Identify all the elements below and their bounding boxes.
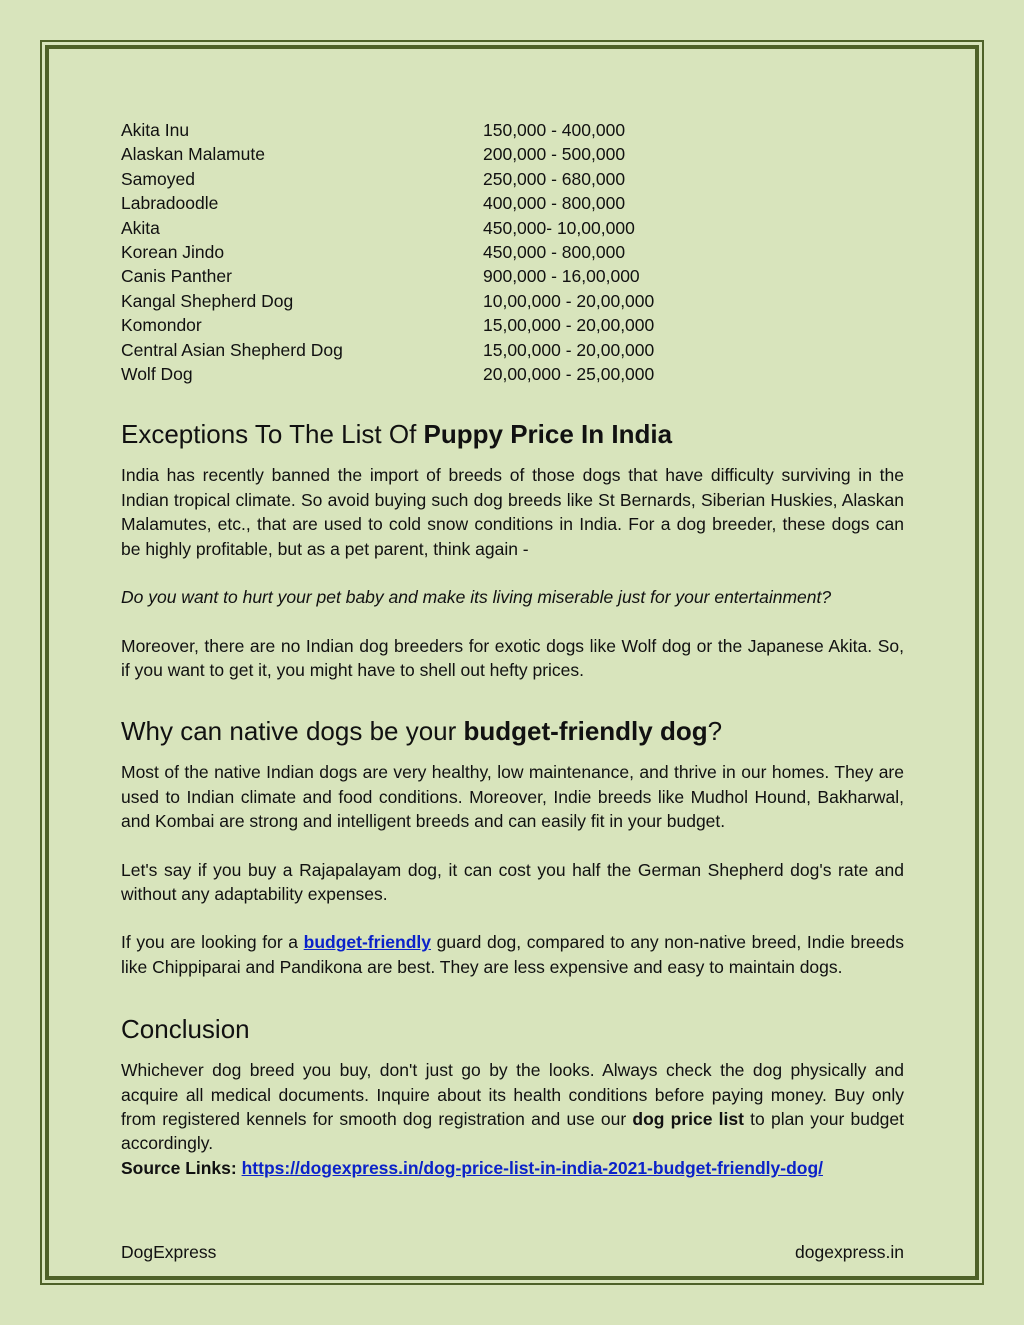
budget-friendly-link[interactable]: budget-friendly: [303, 932, 432, 953]
exceptions-paragraph: India has recently banned the import of breeds of those dogs that have difficulty surviving in the Indian tropical climate. So avoid buying such dog breeds like St Bernards, Siberian Huskies, Alaskan Malamutes, etc., that are used to cold snow conditions in India. For a dog breeder, these dogs can be highly profitable, but as a pet parent, think again -: [121, 465, 904, 559]
page-footer: [121, 1242, 904, 1263]
price-row: [121, 191, 904, 215]
price-row: [121, 118, 904, 142]
breed-name: Akita: [121, 217, 160, 238]
price-row: [121, 313, 904, 337]
exceptions-paragraph-2: Moreover, there are no Indian dog breeders for exotic dogs like Wolf dog or the Japanese Akita. So, if you want to get it, you might have to shell out hefty prices.: [121, 635, 904, 680]
why-paragraph-1: Most of the native Indian dogs are very healthy, low maintenance, and thrive in our homes. They are used to Indian climate and food conditions. Moreover, Indie breeds like Mudhol Hound, Bakharwal, and Kombai are strong and intelligent breeds and can easily fit in your budget.: [121, 762, 904, 832]
breed-price: 15,00,000 - 20,00,000: [483, 339, 655, 360]
breed-name: Central Asian Shepherd Dog: [121, 339, 343, 360]
price-row: [121, 142, 904, 166]
source-url-link[interactable]: https://dogexpress.in/dog-price-list-in-india-2021-budget-friendly-dog/: [241, 1157, 823, 1178]
breed-name: Samoyed: [121, 168, 195, 189]
page-content: [121, 118, 904, 1180]
heading-conclusion: Conclusion: [121, 1014, 250, 1045]
price-table: [121, 118, 904, 386]
breed-price: 400,000 - 800,000: [483, 193, 626, 214]
heading-why-native: Why can native dogs be your budget-friendly dog?: [121, 716, 723, 747]
breed-name: Akita Inu: [121, 120, 190, 140]
footer-domain: dogexpress.in: [795, 1242, 904, 1262]
price-row: [121, 338, 904, 362]
price-row: [121, 167, 904, 191]
breed-price: 200,000 - 500,000: [483, 144, 626, 165]
breed-name: Komondor: [121, 315, 202, 336]
breed-price: 15,00,000 - 20,00,000: [483, 315, 655, 336]
footer-brand: DogExpress: [121, 1242, 217, 1262]
breed-name: Kangal Shepherd Dog: [121, 290, 294, 311]
breed-price: 450,000 - 800,000: [483, 242, 626, 263]
price-row: [121, 216, 904, 240]
breed-price: 20,00,000 - 25,00,000: [483, 364, 655, 385]
breed-price: 250,000 - 680,000: [483, 168, 626, 189]
breed-price: 450,000- 10,00,000: [483, 217, 635, 238]
heading-exceptions: Exceptions To The List Of Puppy Price In India: [121, 419, 673, 450]
breed-name: Wolf Dog: [121, 364, 193, 385]
breed-price: 150,000 - 400,000: [483, 120, 626, 140]
exceptions-italic-question: Do you want to hurt your pet baby and make its living miserable just for your entertainment?: [121, 587, 832, 608]
price-row: [121, 289, 904, 313]
price-row: [121, 240, 904, 264]
breed-price: 10,00,000 - 20,00,000: [483, 290, 655, 311]
breed-name: Labradoodle: [121, 193, 219, 214]
price-row: [121, 264, 904, 288]
why-paragraph-3: If you are looking for a budget-friendly guard dog, compared to any non-native breed, Indie breeds like Chippiparai and Pandikona are best. They are less expensive and easy to maintain dogs.: [121, 932, 904, 977]
breed-price: 900,000 - 16,00,000: [483, 266, 640, 287]
source-links: Source Links: https://dogexpress.in/dog-price-list-in-india-2021-budget-friendly-dog/: [121, 1157, 823, 1178]
breed-name: Alaskan Malamute: [121, 144, 265, 165]
price-row: [121, 362, 904, 386]
conclusion-paragraph: Whichever dog breed you buy, don't just go by the looks. Always check the dog physically and acquire all medical documents. Inquire about its health conditions before paying money. Buy only from registered kennels for smooth dog registration and use our dog price list to plan your budget accordingly.: [121, 1060, 905, 1154]
breed-name: Korean Jindo: [121, 242, 225, 263]
why-paragraph-2: Let's say if you buy a Rajapalayam dog, it can cost you half the German Shepherd dog's rate and without any adaptability expenses.: [121, 859, 904, 904]
breed-name: Canis Panther: [121, 266, 232, 287]
